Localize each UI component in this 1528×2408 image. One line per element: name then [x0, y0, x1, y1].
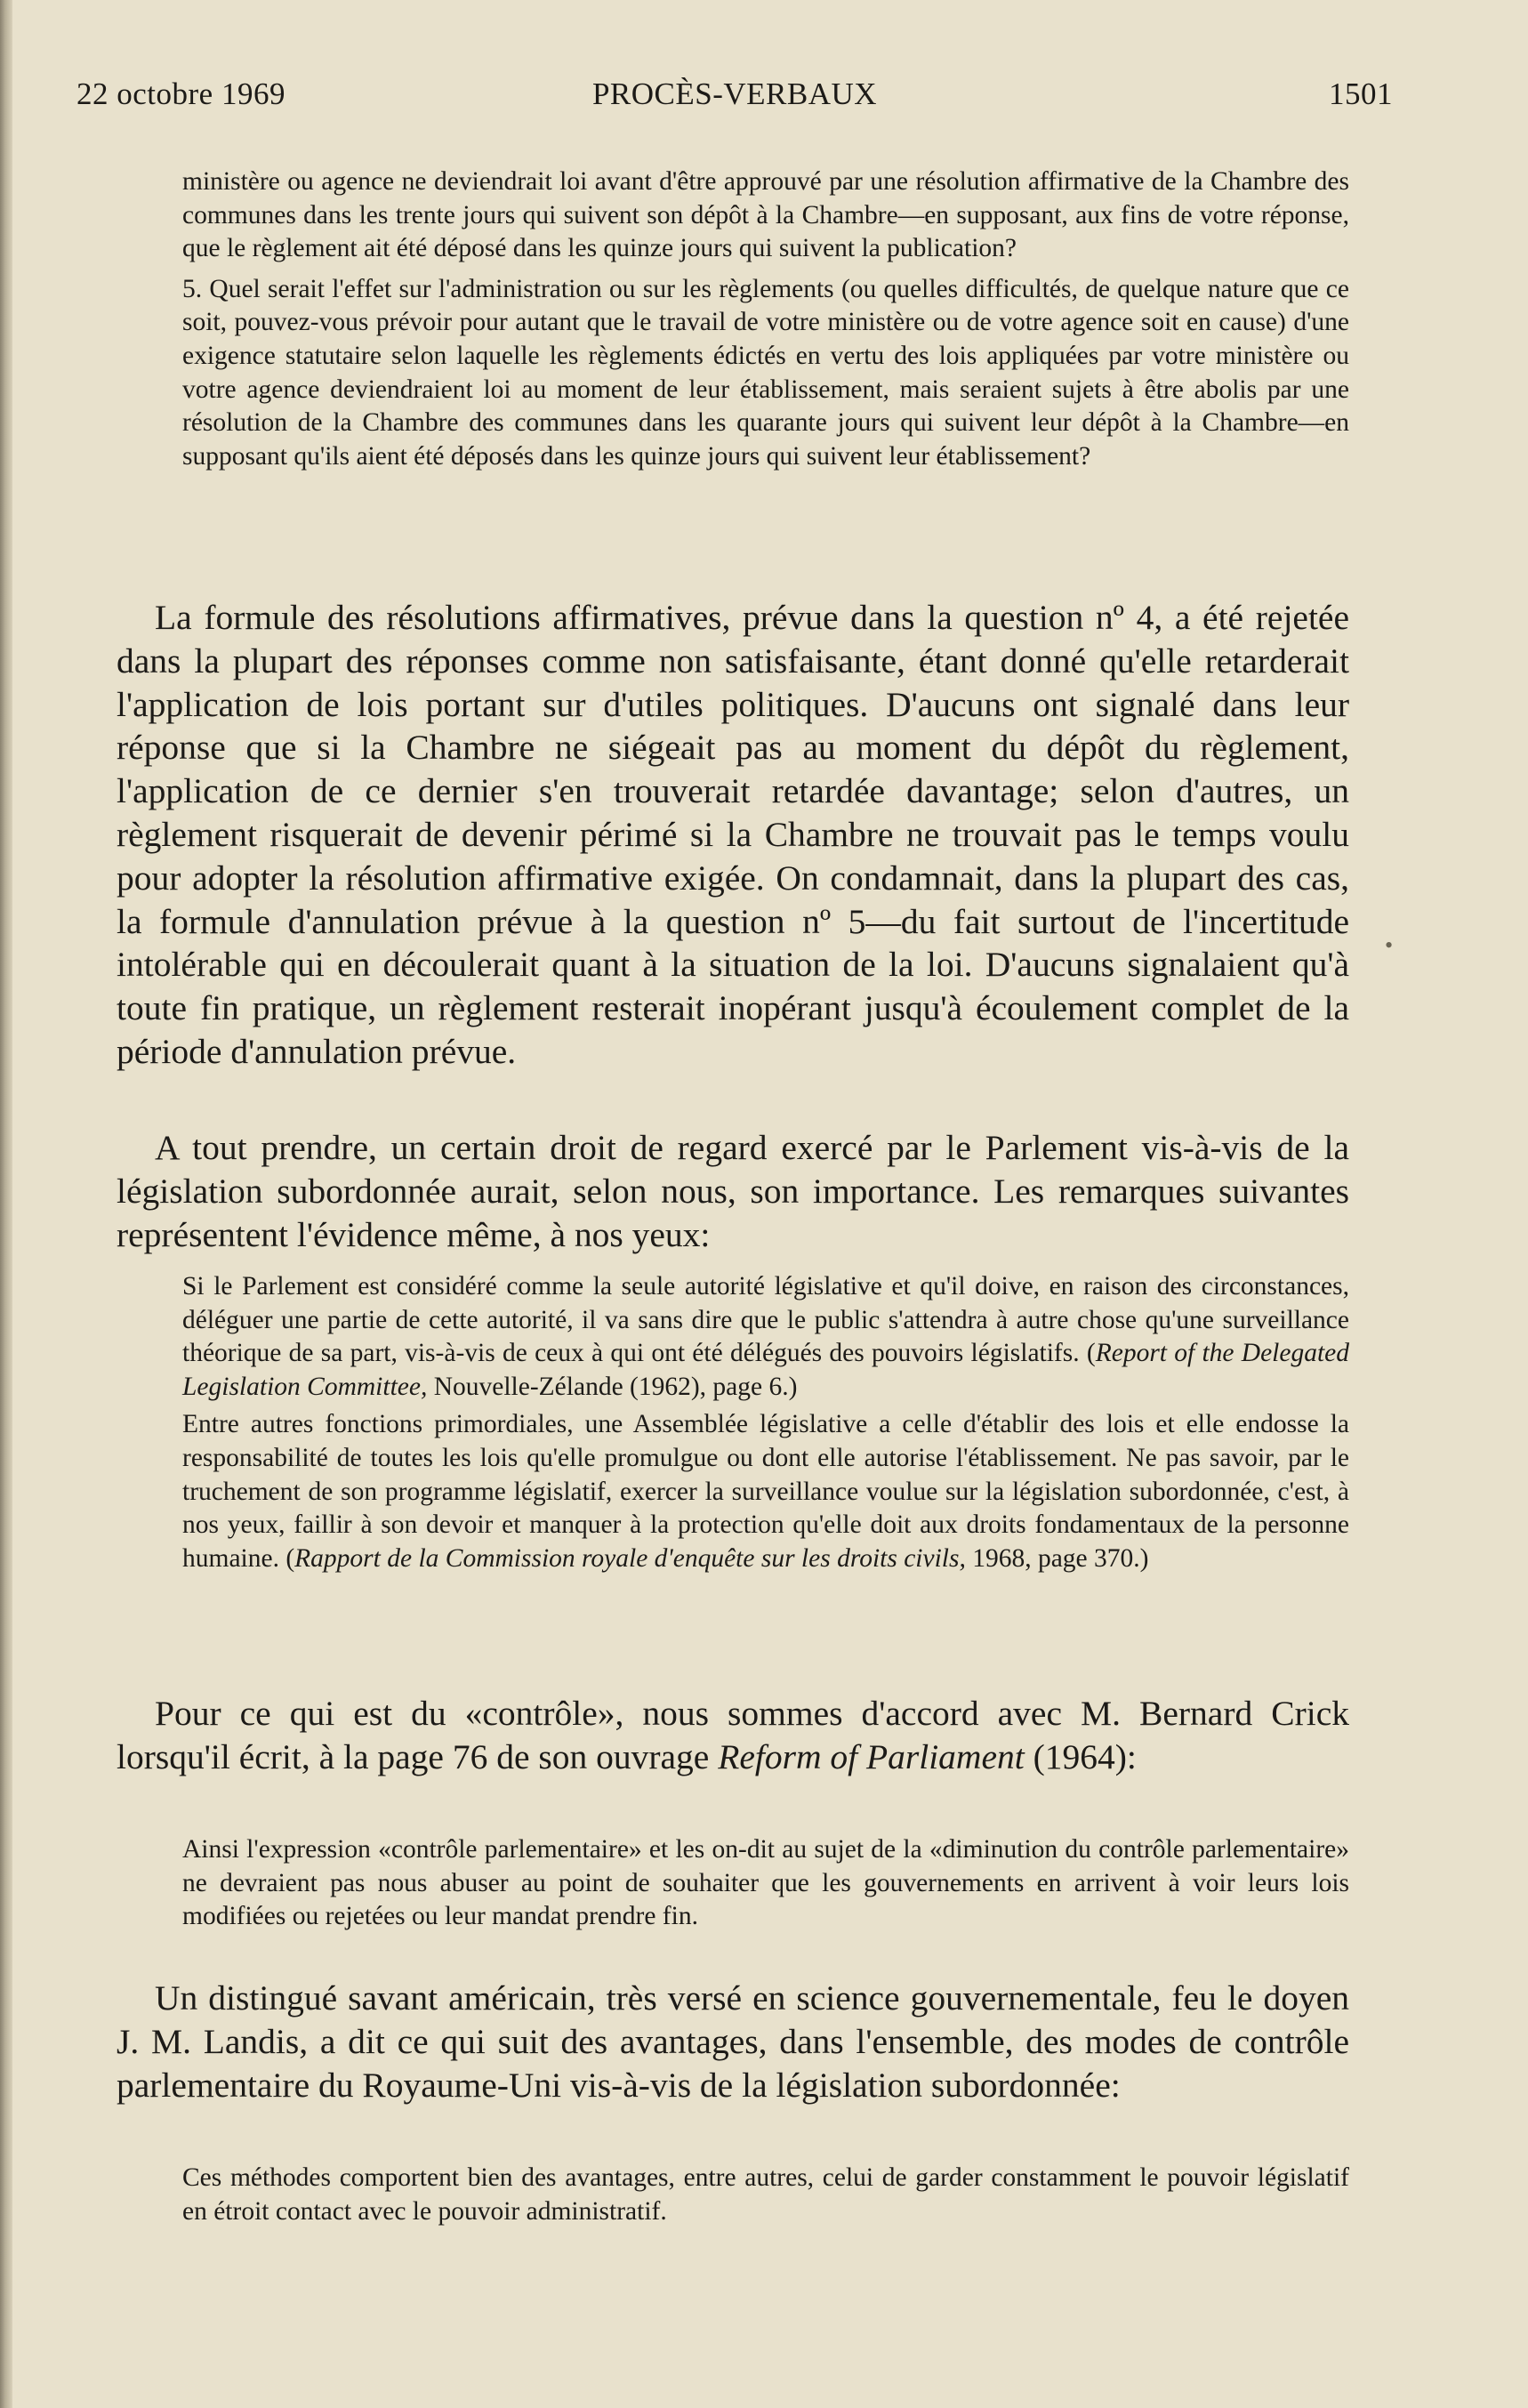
quote-delegated-legislation-committee: Si le Parlement est considéré comme la seule autorité législative et qu'il doive, en raison des circonstances, déléguer une partie de cette autorité, il va sans dire que le public s'attendra à autre chose qu'une surveillance théorique de sa part, vis-à-vis de ceux à qui ont été délégués des pouvoirs législatifs. (Report of the Delegated Legislation Committee, Nouvelle-Zélande (1962), page 6.) — [182, 1272, 1349, 1401]
print-speck: • — [1385, 932, 1394, 958]
header-date: 22 octobre 1969 — [76, 77, 285, 111]
quotations-oversight — [182, 1270, 1349, 1575]
page-header — [76, 77, 1393, 123]
page-number: 1501 — [1329, 77, 1393, 111]
quote-royal-commission: Entre autres fonctions primordiales, une Assemblée législative a celle d'établir des lois et elle endosse la responsabilité de toutes les lois qu'elle promulgue ou dont elle autorise l'établissement. Ne pas savoir, par le truchement de son programme législatif, exercer la surveillance voulue sur la législation subordonnée, c'est, à nos yeux, faillir à son devoir et manquer à la protection qu'elle doit aux droits fondamentaux de la personne humaine. (Rapport de la Commission royale d'enquête sur les droits civils, 1968, page 370.) — [182, 1410, 1349, 1573]
book-title: Reform of Parliament — [718, 1736, 1025, 1776]
questionnaire-excerpt — [182, 165, 1349, 473]
paragraph-affirmative-resolutions: La formule des résolutions affirmatives, prévue dans la question nº 4, a été rejetée dans la plupart des réponses comme non satisfaisante, étant donné qu'elle retarderait l'application de lois portant sur d'utiles politiques. D'aucuns ont signalé dans leur réponse que si la Chambre ne siégeait pas au moment du dépôt du règlement, l'application de ce dernier s'en trouverait retardée davantage; selon d'autres, un règlement risquerait de devenir périmé si la Chambre ne trouvait pas le temps voulu pour adopter la résolution affirmative exigée. On condamnait, dans la plupart des cas, la formule d'annulation prévue à la question nº 5—du fait surtout de l'incertitude intolérable qui en découlerait quant à la situation de la loi. D'aucuns signalaient qu'à toute fin pratique, un règlement resterait inopérant jusqu'à écoulement complet de la période d'annulation prévue. — [117, 598, 1349, 1071]
running-title: PROCÈS-VERBAUX — [591, 77, 878, 111]
paragraph-parliament-oversight: A tout prendre, un certain droit de regard exercé par le Parlement vis-à-vis de la législation subordonnée aurait, selon nous, son importance. Les remarques suivantes représentent l'évidence même, à nos yeux: — [117, 1128, 1349, 1254]
question-4-continued: ministère ou agence ne deviendrait loi avant d'être approuvé par une résolution affirmative de la Chambre des communes dans les trente jours qui suivent son dépôt à la Chambre—en supposant, aux fins de votre réponse, que le règlement ait été déposé dans les quinze jours qui suivent la publication? — [182, 167, 1349, 263]
paragraph-control-crick: Pour ce qui est du «contrôle», nous sommes d'accord avec M. Bernard Crick lorsqu'il écrit, à la page 76 de son ouvrage Reform of Parliament (1964): — [117, 1694, 1349, 1776]
question-5: 5. Quel serait l'effet sur l'administration ou sur les règlements (ou quelles difficultés, de quelque nature que ce soit, pouvez-vous prévoir pour autant que le travail de votre ministère ou de votre agence soit en cause) d'une exigence statutaire selon laquelle les règlements édictés en vertu des lois appliquées par votre ministère ou votre agence deviendraient loi au moment de leur établissement, mais seraient sujets à être abolis par une résolution de la Chambre des communes dans les quarante jours qui suivent leur dépôt à la Chambre—en supposant qu'ils aient été déposés dans les quinze jours qui suivent leur établissement? — [182, 274, 1349, 471]
quote-crick: Ainsi l'expression «contrôle parlementaire» et les on-dit au sujet de la «diminution du contrôle parlementaire» ne devraient pas nous abuser au point de souhaiter que les gouvernements en arrivent à voir leurs lois modifiées ou rejetées ou leur mandat prendre fin. — [182, 1835, 1349, 1931]
quote-landis: Ces méthodes comportent bien des avantages, entre autres, celui de garder constamment le pouvoir législatif en étroit contact avec le pouvoir administratif. — [182, 2163, 1349, 2226]
source-title: Report of the Delegated Legislation Committee, — [182, 1339, 1349, 1401]
paragraph-landis: Un distingué savant américain, très versé en science gouvernementale, feu le doyen J. M. Landis, a dit ce qui suit des avantages, dans l'ensemble, des modes de contrôle parlementaire du Royaume-Uni vis-à-vis de la législation subordonnée: — [117, 1978, 1349, 2105]
source-title: Rapport de la Commission royale d'enquête sur les droits civils, — [294, 1543, 966, 1573]
